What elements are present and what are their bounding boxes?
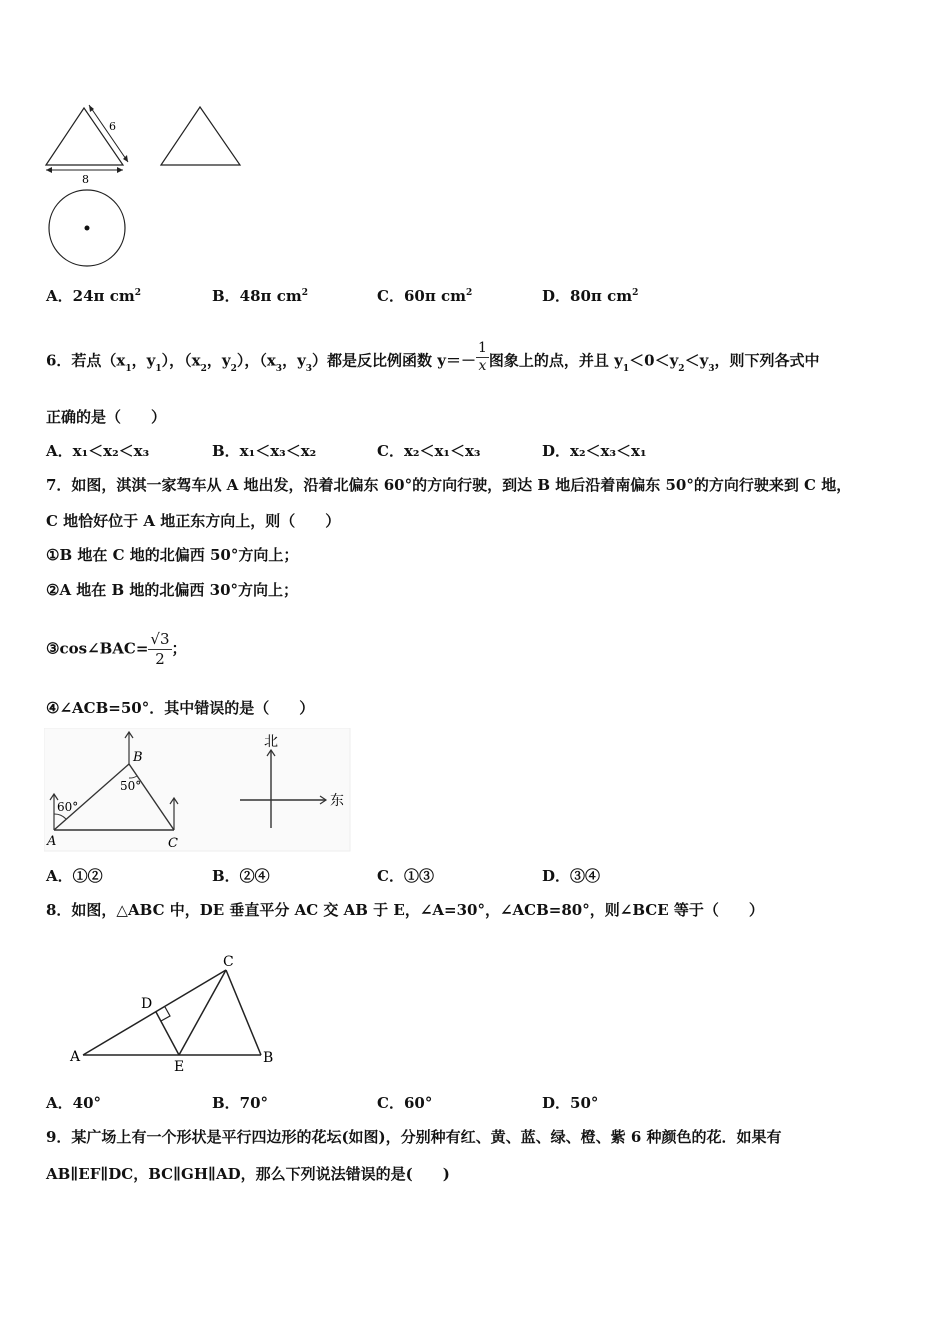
q8-option-c[interactable]: C．60° <box>377 1094 433 1112</box>
q8-label-b: B <box>263 1050 274 1066</box>
q9-stem-line1: 9．某广场上有一个形状是平行四边形的花坛(如图)，分别种有红、黄、蓝、绿、橙、紫 6 种颜色的花．如果有 <box>46 1128 782 1146</box>
q6-stem-line2: 正确的是（ ） <box>46 408 167 426</box>
q8-figure <box>66 950 286 1075</box>
q7-label-b: B <box>133 750 143 765</box>
q5-option-a[interactable]: A．24π $cm^2$ <box>46 287 141 305</box>
q5-base-label: 8 <box>82 173 89 186</box>
q7-statement-4: ④∠ACB=50°．其中错误的是（ ） <box>46 699 315 717</box>
q5-option-d[interactable]: D．80π $cm^2$ <box>542 287 639 305</box>
q7-statement-1: ①B 地在 C 地的北偏西 50°方向上； <box>46 546 299 564</box>
q7-angle-50: 50° <box>120 779 142 793</box>
q7-cos-fraction: $\frac{√3}{2}$ <box>150 630 170 668</box>
q7-option-a[interactable]: A．①② <box>46 867 103 885</box>
q6-option-d[interactable]: D．x₂＜x₃＜x₁ <box>542 442 647 460</box>
q8-option-b[interactable]: B．70° <box>212 1094 269 1112</box>
q6-stem-line1: 6．若点（x1，y1），（x2，y2），（x3，y3）都是反比例函数 y＝－ $\frac{1}{x}$ 图象上的点，并且 y1＜0＜y2＜y3，则下列各式中 <box>46 340 820 374</box>
q7-angle-60: 60° <box>57 800 79 814</box>
q5-side-view-triangle <box>161 107 240 165</box>
q8-label-e: E <box>174 1059 185 1075</box>
q5-option-c[interactable]: C．60π $cm^2$ <box>377 287 473 305</box>
q7-option-b[interactable]: B．②④ <box>212 867 270 885</box>
q8-stem: 8．如图，△ABC 中，DE 垂直平分 AC 交 AB 于 E，∠A=30°，∠ACB=80°，则∠BCE 等于（ ） <box>46 901 764 919</box>
q7-figure <box>44 728 354 853</box>
q7-label-c: C <box>168 836 178 851</box>
q7-option-d[interactable]: D．③④ <box>542 867 601 885</box>
q8-option-a[interactable]: A．40° <box>46 1094 102 1112</box>
q8-option-d[interactable]: D．50° <box>542 1094 599 1112</box>
q9-stem-line2: AB∥EF∥DC，BC∥GH∥AD，那么下列说法错误的是( ) <box>46 1165 450 1183</box>
q5-figure <box>40 95 255 275</box>
q5-option-b[interactable]: B．48π $cm^2$ <box>212 287 309 305</box>
q6-option-a[interactable]: A．x₁＜x₂＜x₃ <box>46 442 150 460</box>
q7-stem-line1: 7．如图，淇淇一家驾车从 A 地出发，沿着北偏东 60°的方向行驶，到达 B 地后沿着南偏东 50°的方向行驶来到 C 地， <box>46 476 852 494</box>
q8-label-c: C <box>223 954 234 970</box>
q5-front-view-triangle <box>46 108 123 165</box>
q7-option-c[interactable]: C．①③ <box>377 867 434 885</box>
q7-statement-3: ③cos∠BAC= $\frac{√3}{2}$ ； <box>46 630 187 668</box>
q6-option-c[interactable]: C．x₂＜x₁＜x₃ <box>377 442 481 460</box>
q7-statement-2: ②A 地在 B 地的北偏西 30°方向上； <box>46 581 299 599</box>
q7-north-label: 北 <box>264 734 278 750</box>
q7-east-label: 东 <box>330 793 344 809</box>
q8-label-a: A <box>70 1049 81 1065</box>
q7-stem-line2: C 地恰好位于 A 地正东方向上，则（ ） <box>46 512 341 530</box>
q6-option-b[interactable]: B．x₁＜x₃＜x₂ <box>212 442 317 460</box>
q7-label-a: A <box>47 834 57 849</box>
q8-label-d: D <box>141 996 153 1012</box>
q6-fraction: $\frac{1}{x}$ <box>478 340 487 374</box>
q5-slant-label: 6 <box>109 120 116 133</box>
